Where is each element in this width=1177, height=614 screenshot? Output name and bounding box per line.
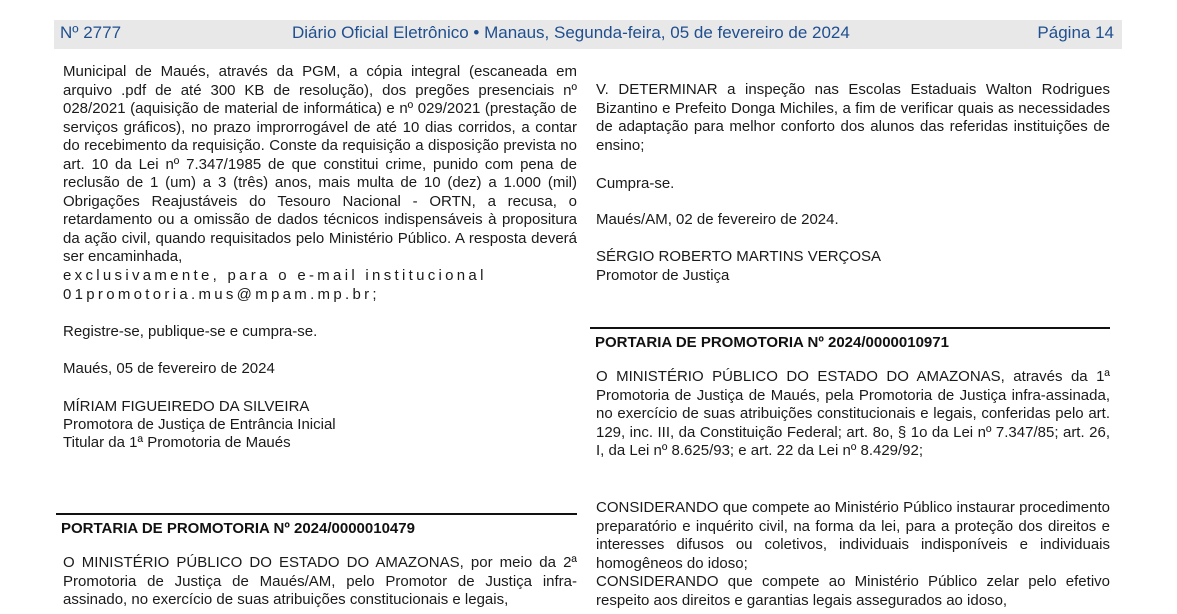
left-paragraph-email-line: exclusivamente, para o e-mail institucional — [63, 267, 487, 284]
header-title: Diário Oficial Eletrônico • Manaus, Segunda-feira, 05 de fevereiro de 2024 — [292, 23, 850, 42]
left-date: Maués, 05 de fevereiro de 2024 — [63, 360, 275, 377]
right-section-body: O MINISTÉRIO PÚBLICO DO ESTADO DO AMAZONAS, através da 1ª Promotoria de Justiça de Maués, pela Promotoria de Justiça infra-assinada, no exercício de suas atribuições constitucionais e legais, conferidas pelo art. 129, inc. III, da Constituição Federal; art. 8o, § 1o da Lei nº 7.347/85; art. 26, I, da Lei nº 8.625/93; e art. 22 da Lei nº 8.429/92; — [596, 368, 1110, 459]
considerando-paragraph: CONSIDERANDO que compete ao Ministério Público zelar pelo efetivo respeito aos direitos e garantias legais assegurados ao idoso, — [596, 573, 1110, 609]
left-email: 01promotoria.mus@mpam.mp.br; — [63, 286, 380, 303]
page-header — [54, 20, 1122, 49]
cumpra-text: Cumpra-se. — [596, 175, 675, 192]
page-number: Página 14 — [1037, 23, 1114, 42]
left-paragraph: Municipal de Maués, através da PGM, a cópia integral (escaneada em arquivo .pdf de até 300 KB de resolução), dos pregões presenciais nº 028/2021 (aquisição de material de informática) e nº 029/2021 (prestação de serviços gráficos), no prazo improrrogável de até 10 dias corridos, a contar do recebimento da requisição. Conste da requisição a disposição prevista no art. 10 da Lei nº 7.347/1985 de que constitui crime, punido com pena de reclusão de 1 (um) a 3 (três) anos, mais multa de 10 (dez) a 1.000 (mil) Obrigações Reajustáveis do Tesouro Nacional - ORTN, a recusa, o retardamento ou a omissão de dados técnicos indispensáveis à propositura da ação civil, quando requisitados pelo Ministério Público. A resposta deverá ser encaminhada, — [63, 63, 577, 265]
registre-text: Registre-se, publique-se e cumpra-se. — [63, 323, 318, 340]
section-divider — [590, 327, 1110, 329]
right-date: Maués/AM, 02 de fevereiro de 2024. — [596, 211, 839, 228]
section-heading: PORTARIA DE PROMOTORIA Nº 2024/0000010479 — [61, 520, 415, 537]
left-section-body: O MINISTÉRIO PÚBLICO DO ESTADO DO AMAZONAS, por meio da 2ª Promotoria de Justiça de Maués/AM, pelo Promotor de Justiça infra-assinado, no exercício de suas atribuições constitucionais e legais, — [63, 554, 577, 608]
right-signer-role: Promotor de Justiça — [596, 267, 730, 284]
left-signer-role: Promotora de Justiça de Entrância Inicial — [63, 416, 336, 433]
left-signer-title: Titular da 1ª Promotoria de Maués — [63, 434, 291, 451]
right-signer-name: SÉRGIO ROBERTO MARTINS VERÇOSA — [596, 248, 882, 265]
left-signer-name: MÍRIAM FIGUEIREDO DA SILVEIRA — [63, 398, 310, 415]
determinar-paragraph: V. DETERMINAR a inspeção nas Escolas Estaduais Walton Rodrigues Bizantino e Prefeito Donga Michiles, a fim de verificar quais as necessidades de adaptação para melhor conforto dos alunos das referidas instituições de ensino; — [596, 81, 1110, 154]
considerando-paragraph: CONSIDERANDO que compete ao Ministério Público instaurar procedimento preparatório e inquérito civil, na forma da lei, para a proteção dos direitos e interesses difusos ou coletivos, individuais indisponíveis e individuais homogêneos do idoso; — [596, 499, 1110, 572]
issue-number: Nº 2777 — [60, 23, 122, 42]
section-divider — [56, 513, 577, 515]
section-heading: PORTARIA DE PROMOTORIA Nº 2024/0000010971 — [595, 334, 949, 351]
